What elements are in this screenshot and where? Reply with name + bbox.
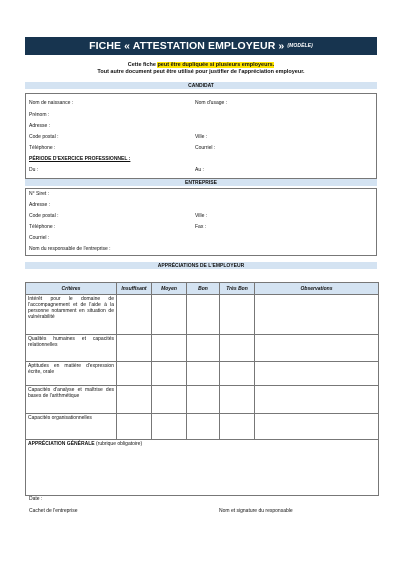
intro-highlight: peut être dupliquée si plusieurs employeurs. [157,62,275,68]
general-appreciation-cell[interactable] [26,440,379,496]
criterion-label: Capacités organisationnelles [26,414,117,440]
rating-cell[interactable] [152,295,187,335]
col-insuffisant: Insuffisant [117,283,152,295]
rating-cell[interactable] [220,414,255,440]
criterion-label: Capacités d'analyse et maîtrise des bases de l'arithmétique [26,386,117,414]
col-moyen: Moyen [152,283,187,295]
company-fax-field[interactable]: Fax : [195,224,207,230]
email-field[interactable]: Courriel : [195,145,216,151]
table-row [26,362,379,386]
rating-cell[interactable] [152,362,187,386]
observation-cell[interactable] [255,295,379,335]
intro-line-2: Tout autre document peut être utilisé pour justifier de l'appréciation employeur. [97,69,305,75]
signature-area[interactable]: Nom et signature du responsable [219,508,293,514]
rating-cell[interactable] [152,335,187,362]
col-criteres: Critères [26,283,117,295]
observation-cell[interactable] [255,362,379,386]
general-appreciation-label: APPRÉCIATION GÉNÉRALE [28,441,95,447]
rating-cell[interactable] [117,362,152,386]
criterion-label: Qualités humaines et capacités relationnelles [26,335,117,362]
col-bon: Bon [187,283,220,295]
criterion-label: Intérêt pour le domaine de l'accompagnement et de l'aide à la personne notamment en situation de vulnérabilité [26,295,117,335]
period-to-field[interactable]: Au : [195,167,204,173]
rating-cell[interactable] [187,335,220,362]
rating-cell[interactable] [187,386,220,414]
col-observations: Observations [255,283,379,295]
period-from-field[interactable]: Du : [29,167,39,173]
rating-cell[interactable] [187,362,220,386]
intro-line-1 [25,62,377,68]
entreprise-header: ENTREPRISE [25,179,377,186]
siret-field[interactable]: N° Siret : [29,191,50,197]
company-stamp-area[interactable]: Cachet de l'entreprise [29,508,78,514]
company-email-field[interactable]: Courriel : [29,235,50,241]
intro-line-1-text: Cette fiche [127,62,158,68]
company-postal-code-field[interactable]: Code postal : [29,213,59,219]
rating-cell[interactable] [152,414,187,440]
rating-cell[interactable] [117,386,152,414]
table-row [26,386,379,414]
company-city-field[interactable]: Ville : [195,213,208,219]
rating-cell[interactable] [187,414,220,440]
observation-cell[interactable] [255,335,379,362]
usage-name-field[interactable]: Nom d'usage : [195,100,228,106]
col-tres-bon: Très Bon [220,283,255,295]
company-address-field[interactable]: Adresse : [29,202,51,208]
rating-cell[interactable] [220,295,255,335]
rating-cell[interactable] [220,362,255,386]
phone-field[interactable]: Téléphone : [29,145,56,151]
candidat-header: CANDIDAT [25,82,377,89]
rating-cell[interactable] [220,386,255,414]
title-sub: (MODÈLE) [287,43,313,49]
table-header-row [26,283,379,295]
table-row [26,414,379,440]
appreciations-header: APPRÉCIATIONS DE L'EMPLOYEUR [25,262,377,269]
table-row [26,335,379,362]
period-title: PÉRIODE D'EXERCICE PROFESSIONNEL : [29,156,131,162]
observation-cell[interactable] [255,386,379,414]
page-title [25,37,377,55]
rating-cell[interactable] [152,386,187,414]
appreciation-table [25,282,379,496]
birth-name-field[interactable]: Nom de naissance : [29,100,74,106]
postal-code-field[interactable]: Code postal : [29,134,59,140]
table-row [26,295,379,335]
general-appreciation-note: (rubrique obligatoire) [95,441,143,447]
date-field[interactable]: Date : [29,496,43,502]
manager-name-field[interactable]: Nom du responsable de l'entreprise : [29,246,111,252]
company-phone-field[interactable]: Téléphone : [29,224,56,230]
general-appreciation-row[interactable] [26,440,379,496]
rating-cell[interactable] [117,335,152,362]
criterion-label: Aptitudes en matière d'expression écrite, orale [26,362,117,386]
observation-cell[interactable] [255,414,379,440]
first-name-field[interactable]: Prénom : [29,112,50,118]
rating-cell[interactable] [220,335,255,362]
title-main: FICHE « ATTESTATION EMPLOYEUR » [89,40,285,52]
address-field[interactable]: Adresse : [29,123,51,129]
rating-cell[interactable] [117,295,152,335]
rating-cell[interactable] [117,414,152,440]
city-field[interactable]: Ville : [195,134,208,140]
rating-cell[interactable] [187,295,220,335]
